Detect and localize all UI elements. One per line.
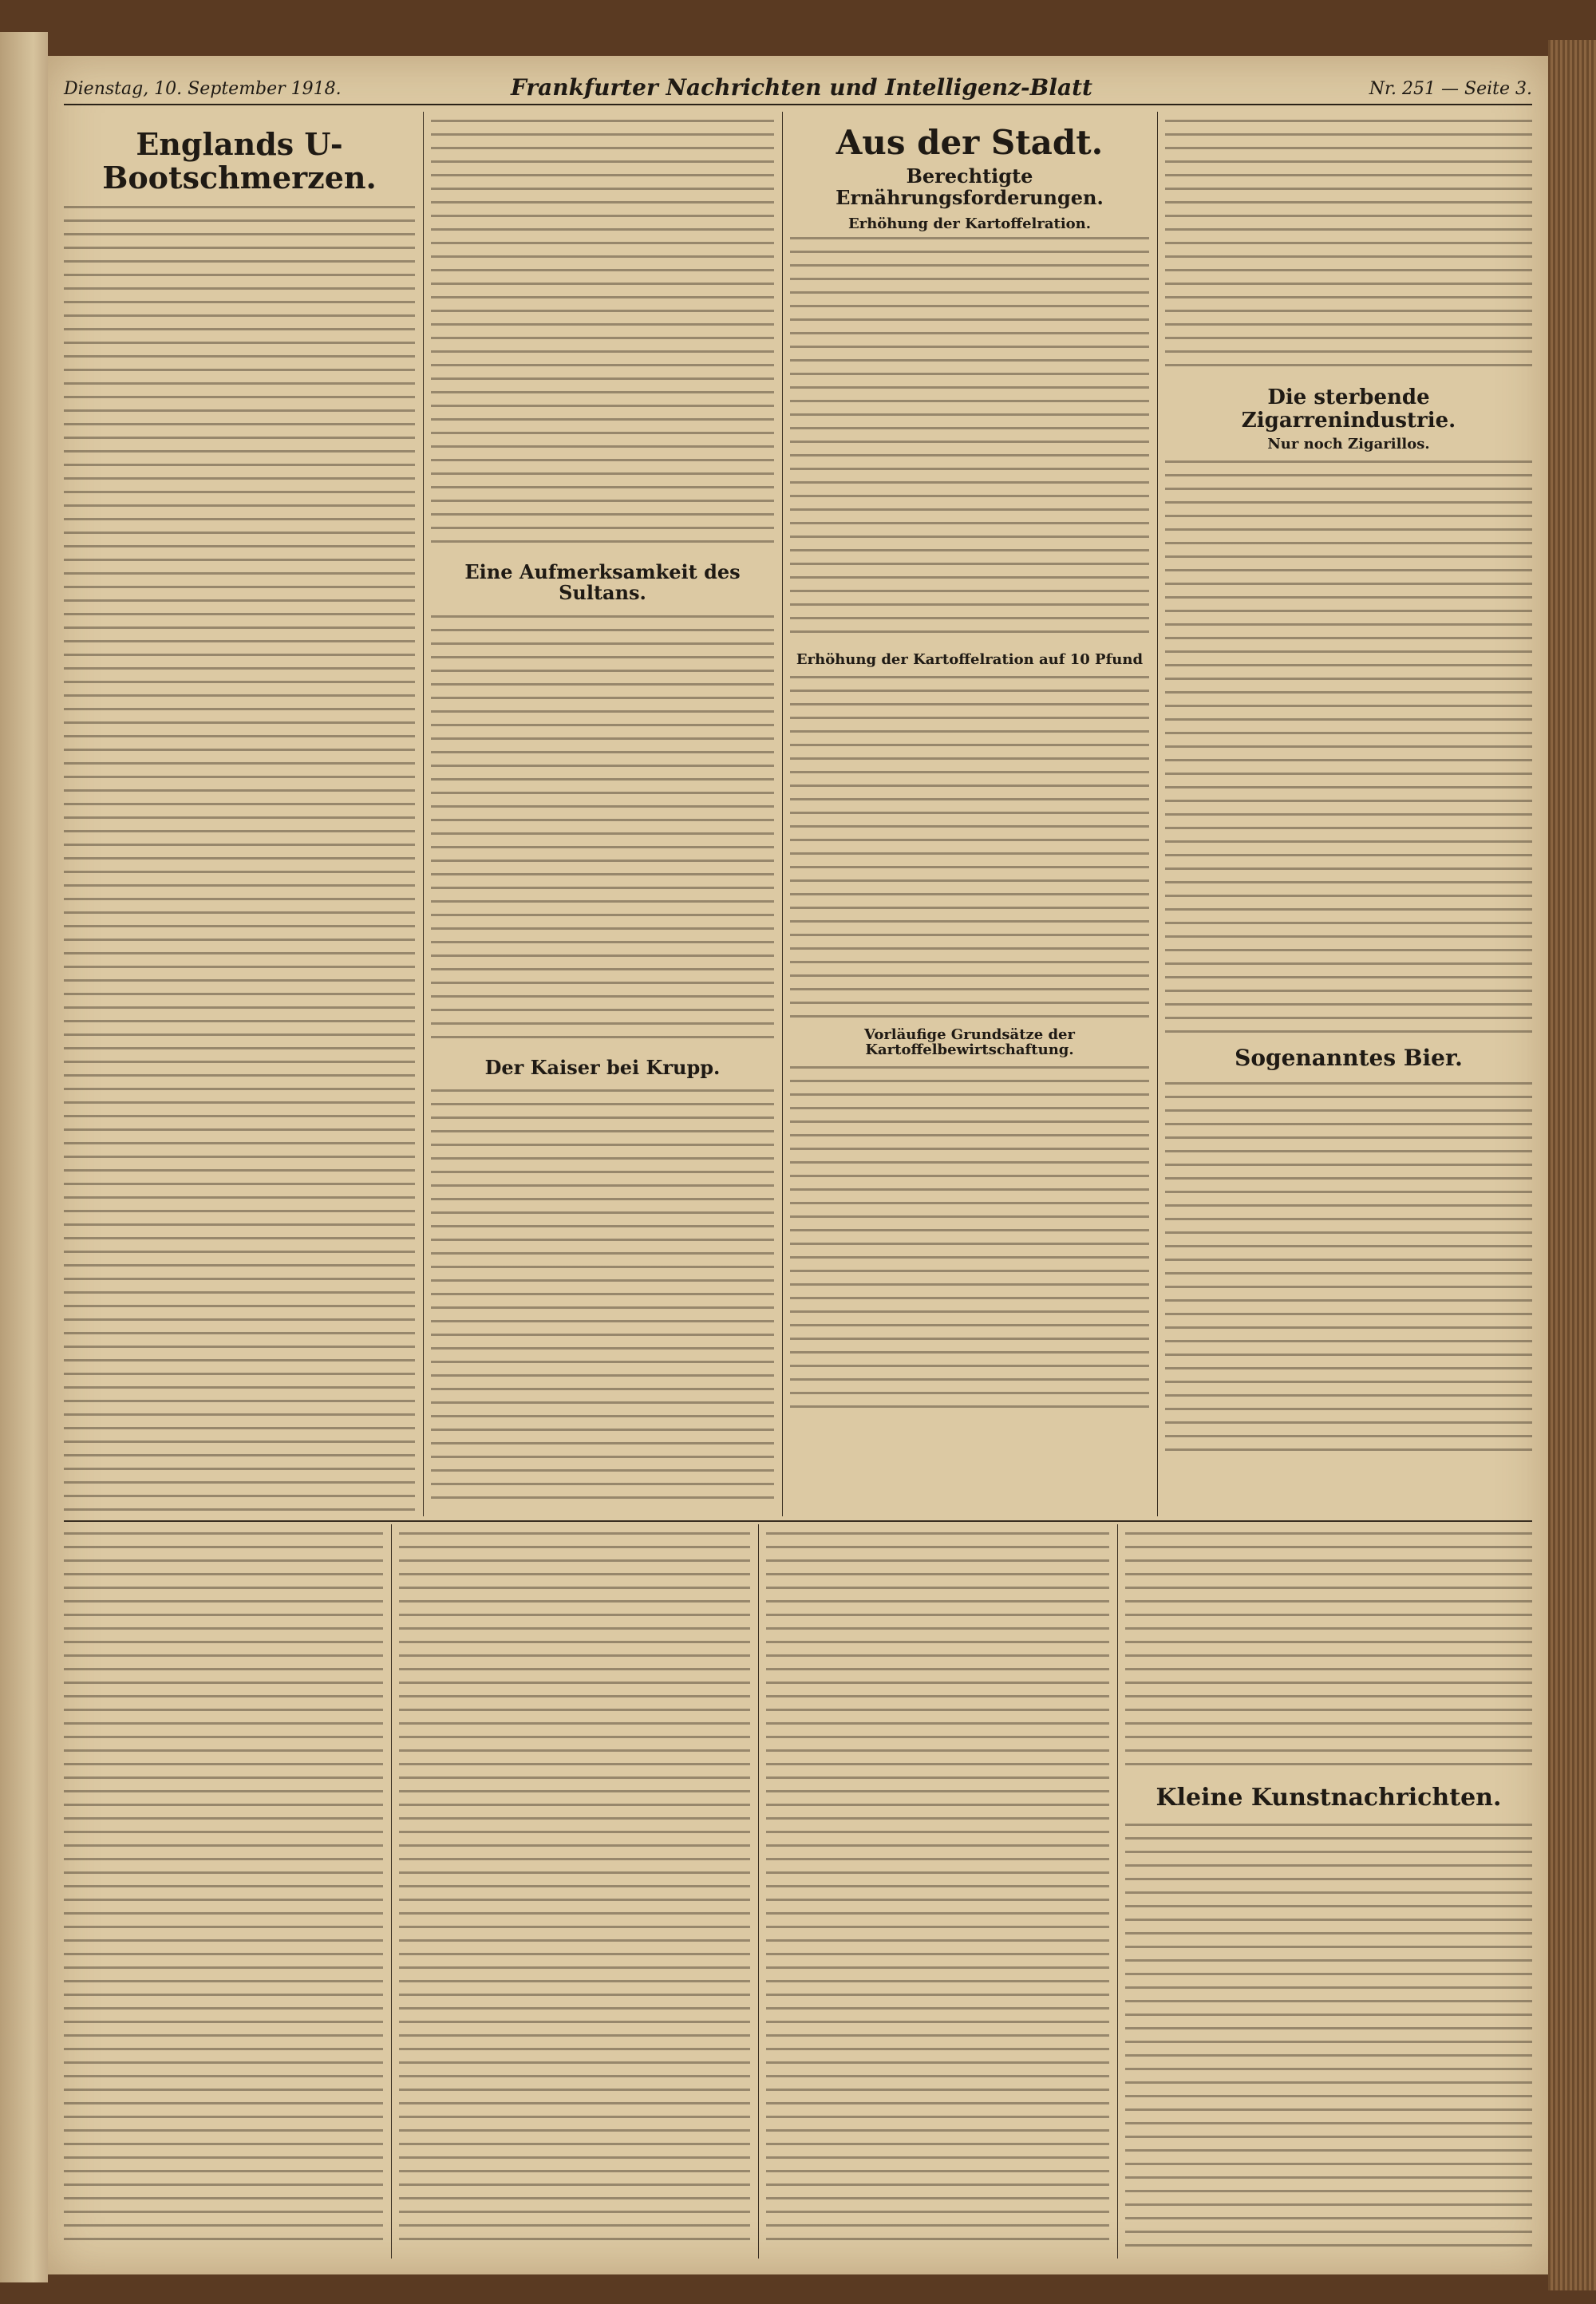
newspaper-page [48,56,1548,2274]
subhead: Nur noch Zigarillos. [1267,436,1430,453]
column-4 [1165,120,1532,1457]
adjacent-page-edge [0,32,48,2282]
book-binding-edge [1548,40,1596,2290]
article-body [766,1532,1109,2251]
article-body [64,206,415,1515]
headline: Eine Aufmerksamkeit des Sultans. [464,560,741,605]
column-2 [431,120,774,1504]
column-3 [790,120,1149,1417]
article-body [431,1089,774,1504]
article-body [1125,1824,1532,2255]
headline: Englands U-Bootschmerzen. [102,126,377,196]
headline: Die sterbende Zigarrenindustrie. [1241,385,1456,433]
newspaper-title: Frankfurter Nachrichten und Intelligenz-Blatt [511,74,1092,101]
article-body [790,1066,1149,1417]
article-body [399,1532,750,2251]
article-body [431,120,774,551]
masthead [64,72,1532,105]
issue-date: Dienstag, 10. September 1918. [64,79,342,99]
article-u-boot [64,120,415,1515]
article-body [1165,1082,1532,1457]
feuilleton-col-4 [1125,1532,1532,2255]
article-body [1125,1532,1532,1772]
headline: Sogenanntes Bier. [1235,1044,1463,1071]
article-body [431,615,774,1046]
feuilleton-col-2 [399,1532,750,2251]
article-body [1165,460,1532,1035]
subhead: Vorläufige Grundsätze der Kartoffelbewirtschaftung. [864,1026,1075,1059]
article-body [64,1532,383,2251]
issue-page: Nr. 251 — Seite 3. [1369,79,1532,99]
subhead: Berechtigte Ernährungsforderungen. [836,164,1104,209]
subhead: Erhöhung der Kartoffelration auf 10 Pfund [796,650,1144,668]
feuilleton-col-1 [64,1532,383,2251]
article-body [790,676,1149,1019]
feuilleton-col-3 [766,1532,1109,2251]
article-body [1165,120,1532,375]
headline: Der Kaiser bei Krupp. [484,1055,721,1079]
article-body [790,237,1149,644]
section-title: Aus der Stadt. [836,123,1104,162]
subhead: Erhöhung der Kartoffelration. [847,215,1092,232]
headline: Kleine Kunstnachrichten. [1156,1784,1502,1812]
